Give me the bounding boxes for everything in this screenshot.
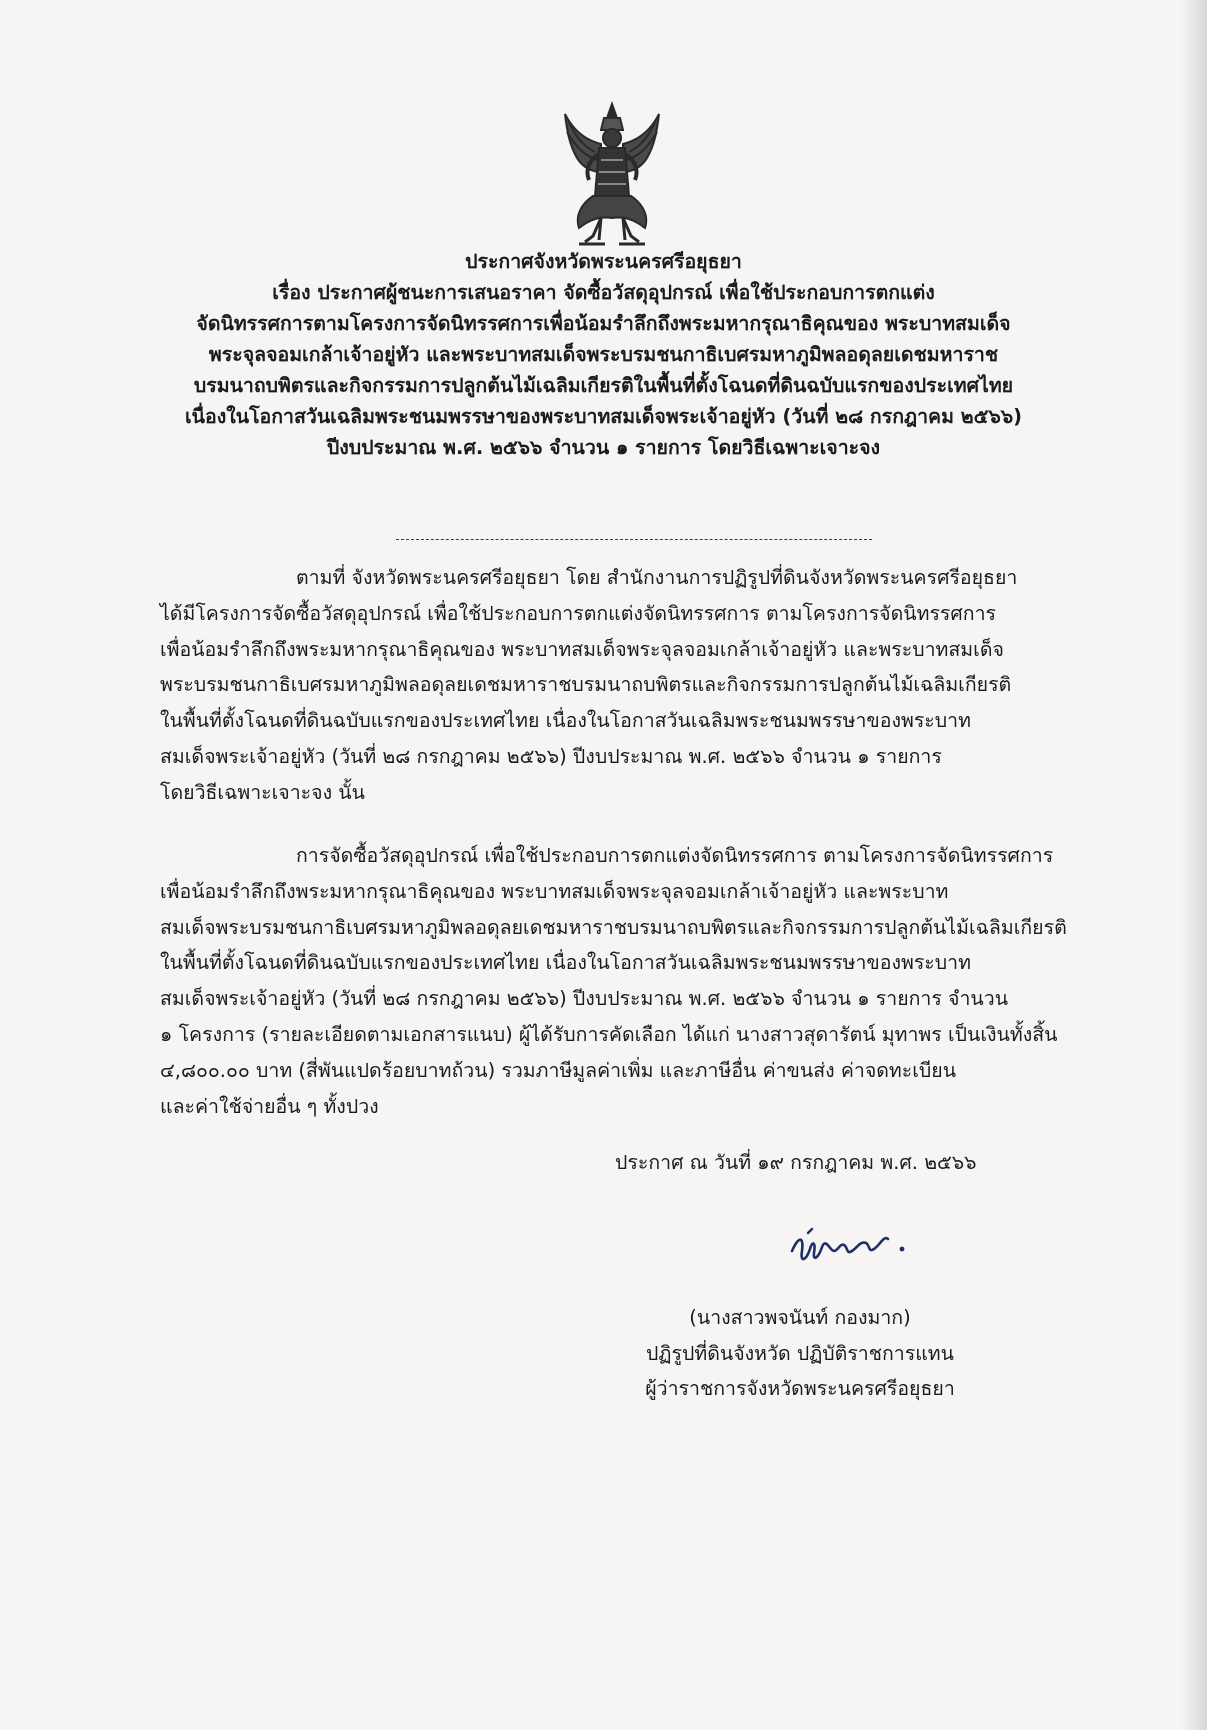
paragraph-intro bbox=[160, 560, 1110, 811]
paragraph-line: ตามที่ จังหวัดพระนครศรีอยุธยา โดย สำนักงานการปฏิรูปที่ดินจังหวัดพระนครศรีอยุธยา bbox=[296, 566, 1018, 589]
subject-line: เรื่อง ประกาศผู้ชนะการเสนอราคา จัดซื้อวัสดุอุปกรณ์ เพื่อใช้ประกอบการตกแต่ง bbox=[272, 281, 935, 304]
paragraph-line: ได้มีโครงการจัดซื้อวัสดุอุปกรณ์ เพื่อใช้ประกอบการตกแต่งจัดนิทรรศการ ตามโครงการจัดนิทรรศการ bbox=[160, 601, 997, 625]
paragraph-line: เพื่อน้อมรำลึกถึงพระมหากรุณาธิคุณของ พระบาทสมเด็จพระจุลจอมเกล้าเจ้าอยู่หัว และพระบาทสมเด็จ bbox=[160, 637, 1004, 661]
paragraph-line: สมเด็จพระเจ้าอยู่หัว (วันที่ ๒๘ กรกฎาคม ๒๕๖๖) ปีงบประมาณ พ.ศ. ๒๕๖๖ จำนวน ๑ รายการ bbox=[160, 744, 942, 768]
subject-line: บรมนาถบพิตรและกิจกรรมการปลูกต้นไม้เฉลิมเกียรติในพื้นที่ตั้งโฉนดที่ดินฉบับแรกของประเทศไทย bbox=[193, 374, 1014, 397]
paragraph-line: โดยวิธีเฉพาะเจาะจง นั้น bbox=[160, 780, 365, 804]
paragraph-line: สมเด็จพระบรมชนกาธิเบศรมหาภูมิพลอดุลยเดชมหาราชบรมนาถบพิตรและกิจกรรมการปลูกต้นไม้เฉลิมเกียรติ bbox=[160, 915, 1067, 939]
scan-edge-shadow bbox=[1181, 0, 1207, 1730]
paragraph-line: และค่าใช้จ่ายอื่น ๆ ทั้งปวง bbox=[160, 1094, 379, 1118]
subject-line: พระจุลจอมเกล้าเจ้าอยู่หัว และพระบาทสมเด็จพระบรมชนกาธิเบศรมหาภูมิพลอดุลยเดชมหาราช bbox=[208, 343, 999, 366]
announcement-title: ประกาศจังหวัดพระนครศรีอยุธยา bbox=[465, 250, 742, 273]
garuda-emblem-icon bbox=[555, 100, 670, 250]
subject-line: จัดนิทรรศการตามโครงการจัดนิทรรศการเพื่อน้อมรำลึกถึงพระมหากรุณาธิคุณของ พระบาทสมเด็จ bbox=[196, 312, 1011, 335]
signer-block bbox=[590, 1300, 1010, 1407]
paragraph-line: ๑ โครงการ (รายละเอียดตามเอกสารแนบ) ผู้ได้รับการคัดเลือก ได้แก่ นางสาวสุดารัตน์ มุทาพร เป็นเงินทั้งสิ้น bbox=[160, 1022, 1058, 1046]
subject-line: ปีงบประมาณ พ.ศ. ๒๕๖๖ จำนวน ๑ รายการ โดยวิธีเฉพาะเจาะจง bbox=[326, 436, 881, 459]
paragraph-line: ในพื้นที่ตั้งโฉนดที่ดินฉบับแรกของประเทศไทย เนื่องในโอกาสวันเฉลิมพระชนมพรรษาของพระบาท bbox=[160, 709, 971, 733]
paragraph-award bbox=[160, 838, 1110, 1124]
paragraph-line: ในพื้นที่ตั้งโฉนดที่ดินฉบับแรกของประเทศไทย เนื่องในโอกาสวันเฉลิมพระชนมพรรษาของพระบาท bbox=[160, 951, 971, 975]
paragraph-line: ๔,๘๐๐.๐๐ บาท (สี่พันแปดร้อยบาทถ้วน) รวมภาษีมูลค่าเพิ่ม และภาษีอื่น ค่าขนส่ง ค่าจดทะเบียน bbox=[160, 1058, 957, 1082]
paragraph-line: พระบรมชนกาธิเบศรมหาภูมิพลอดุลยเดชมหาราชบรมนาถบพิตรและกิจกรรมการปลูกต้นไม้เฉลิมเกียรติ bbox=[160, 673, 1012, 697]
handwritten-signature bbox=[784, 1221, 914, 1271]
announcement-date: ประกาศ ณ วันที่ ๑๙ กรกฎาคม พ.ศ. ๒๕๖๖ bbox=[615, 1151, 977, 1174]
subject-line: เนื่องในโอกาสวันเฉลิมพระชนมพรรษาของพระบาทสมเด็จพระเจ้าอยู่หัว (วันที่ ๒๘ กรกฎาคม ๒๕๖๖) bbox=[184, 405, 1023, 428]
signer-position: ผู้ว่าราชการจังหวัดพระนครศรีอยุธยา bbox=[645, 1377, 955, 1400]
paragraph-line: การจัดซื้อวัสดุอุปกรณ์ เพื่อใช้ประกอบการตกแต่งจัดนิทรรศการ ตามโครงการจัดนิทรรศการ bbox=[296, 844, 1054, 867]
paragraph-line: สมเด็จพระเจ้าอยู่หัว (วันที่ ๒๘ กรกฎาคม ๒๕๖๖) ปีงบประมาณ พ.ศ. ๒๕๖๖ จำนวน ๑ รายการ จำนวน bbox=[160, 987, 1009, 1011]
signer-position: ปฏิรูปที่ดินจังหวัด ปฏิบัติราชการแทน bbox=[646, 1341, 954, 1365]
divider bbox=[396, 539, 872, 540]
paragraph-line: เพื่อน้อมรำลึกถึงพระมหากรุณาธิคุณของ พระบาทสมเด็จพระจุลจอมเกล้าเจ้าอยู่หัว และพระบาท bbox=[160, 879, 949, 903]
announcement-heading bbox=[120, 246, 1087, 463]
signer-name: (นางสาวพจนันท์ กองมาก) bbox=[689, 1306, 911, 1329]
